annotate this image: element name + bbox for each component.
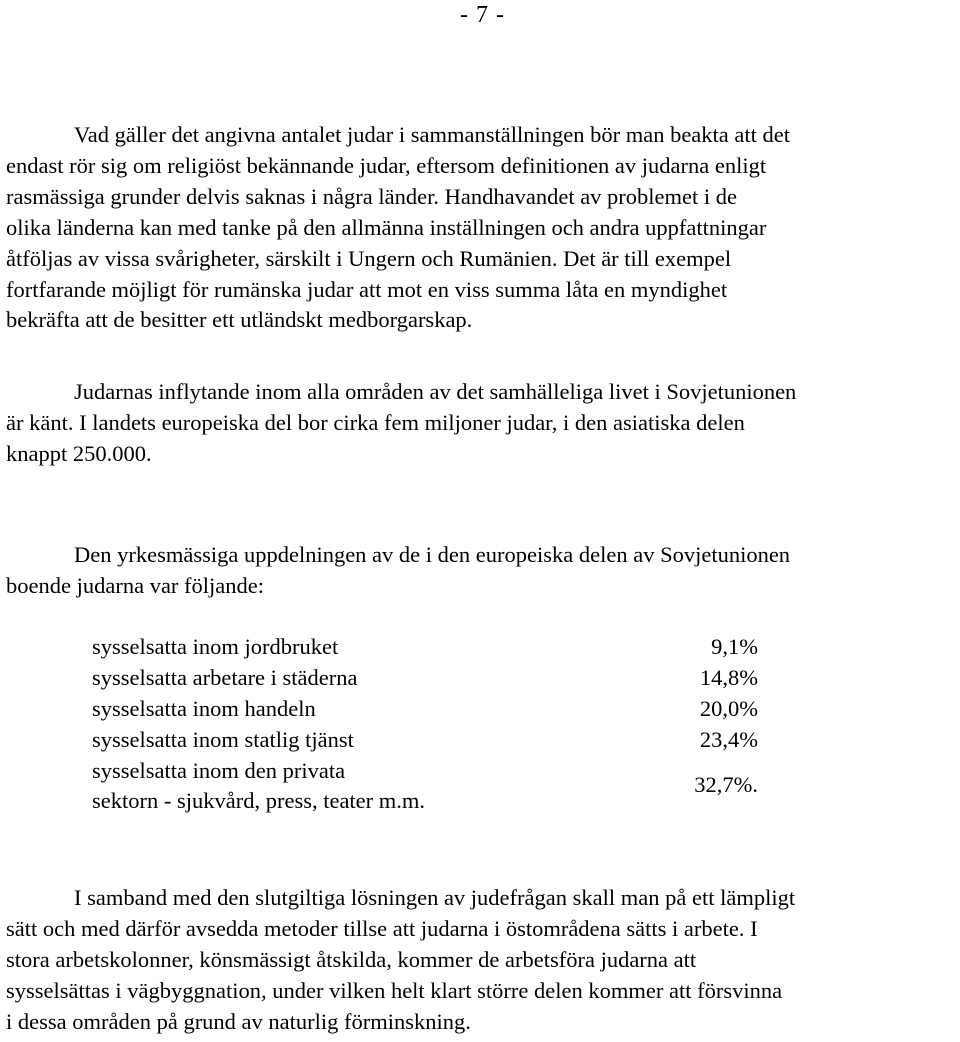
occupation-label-line: sektorn - sjukvård, press, teater m.m.	[92, 788, 426, 814]
occupation-label-line: sysselsatta inom den privata	[92, 757, 346, 783]
occupation-percent: 14,8%	[699, 664, 758, 690]
occupation-label: sysselsatta inom handeln	[92, 695, 316, 721]
occupation-percent: 20,0%	[699, 695, 758, 721]
text-line: sysselsättas i vägbyggnation, under vilken helt klart större delen kommer att försvinna	[6, 977, 783, 1003]
text-line: olika länderna kan med tanke på den allmänna inställningen och andra uppfattningar	[6, 214, 767, 240]
occupation-table	[92, 632, 772, 818]
occupation-label: sysselsatta inom jordbruket	[92, 634, 339, 659]
occupation-percent: 23,4%	[699, 726, 758, 752]
paragraph-final-solution	[6, 883, 951, 1038]
occupation-label: sysselsatta arbetare i städerna	[92, 664, 358, 690]
text-line: boende judarna var följande:	[6, 572, 265, 598]
text-line: Judarnas inflytande inom alla områden av det samhälleliga livet i Sovjetunionen	[74, 379, 797, 404]
text-line: I samband med den slutgiltiga lösningen av judefrågan skall man på ett lämpligt	[74, 885, 796, 910]
text-line: sätt och med därför avsedda metoder tillse att judarna i östområdena sätts i arbete. I	[6, 915, 758, 941]
text-line: stora arbetskolonner, könsmässigt åtskilda, kommer de arbetsföra judarna att	[6, 946, 697, 972]
occupation-percent: 32,7%.	[694, 771, 758, 797]
text-line: fortfarande möjligt för rumänska judar att mot en viss summa låta en myndighet	[6, 276, 728, 302]
text-line: Vad gäller det angivna antalet judar i sammanställningen bör man beakta att det	[74, 122, 791, 147]
table-row	[92, 694, 772, 725]
text-line: är känt. I landets europeiska del bor cirka fem miljoner judar, i den asiatiska delen	[6, 409, 745, 435]
table-row	[92, 663, 772, 694]
paragraph-occupation-intro	[6, 540, 951, 602]
page-number: - 7 -	[460, 2, 505, 28]
text-line: rasmässiga grunder delvis saknas i några länder. Handhavandet av problemet i de	[6, 183, 738, 209]
text-line: endast rör sig om religiöst bekännande judar, eftersom definitionen av judarna enligt	[6, 152, 767, 178]
table-row	[92, 725, 772, 756]
text-line: Den yrkesmässiga uppdelningen av de i den europeiska delen av Sovjetunionen	[74, 542, 791, 567]
table-row	[92, 756, 772, 818]
occupation-label: sysselsatta inom statlig tjänst	[92, 726, 354, 752]
text-line: åtföljas av vissa svårigheter, särskilt i Ungern och Rumänien. Det är till exempel	[6, 245, 732, 271]
text-line: i dessa områden på grund av naturlig förminskning.	[6, 1008, 471, 1034]
text-line: knappt 250.000.	[6, 440, 152, 466]
occupation-label	[92, 756, 425, 818]
text-line: bekräfta att de besitter ett utländskt medborgarskap.	[6, 307, 473, 333]
occupation-percent: 9,1%	[711, 634, 758, 659]
paragraph-soviet-influence	[6, 377, 951, 470]
table-row	[92, 632, 772, 663]
paragraph-religious-count	[6, 120, 951, 336]
